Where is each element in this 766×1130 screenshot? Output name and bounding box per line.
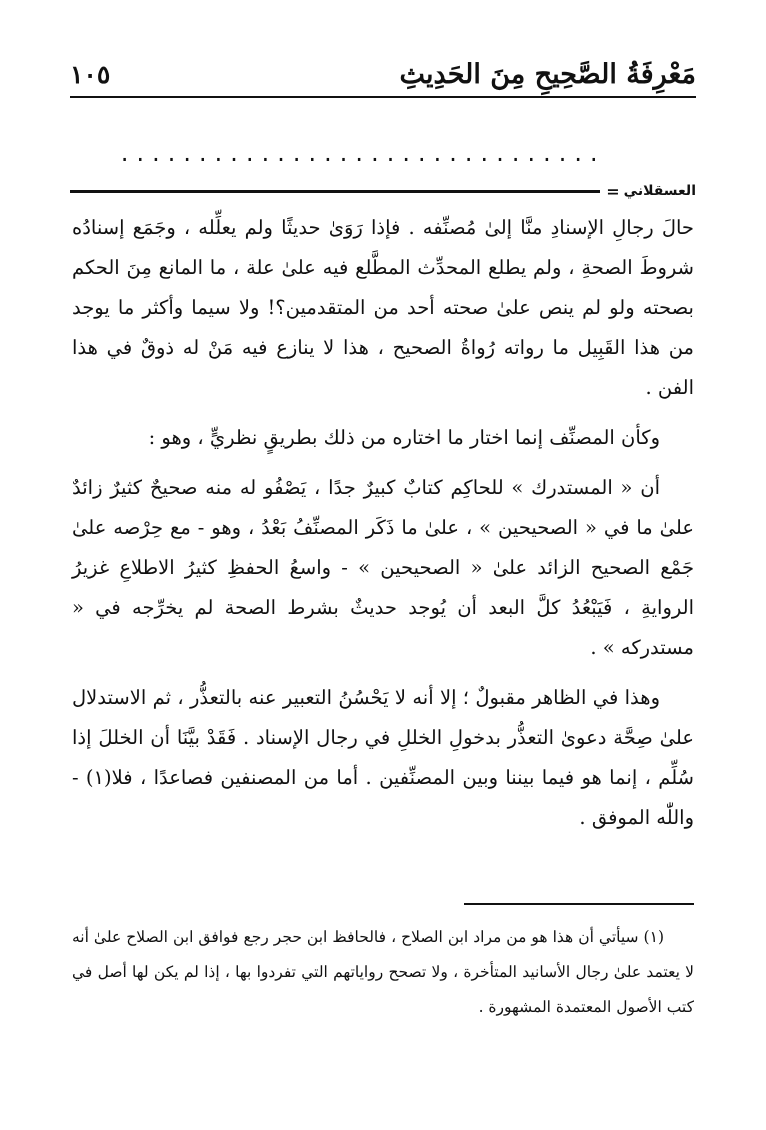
dotted-separator: ...............................	[118, 142, 604, 166]
paragraph-4: وهذا في الظاهر مقبولٌ ؛ إلا أنه لا يَحْسُنُ التعبير عنه بالتعذُّر ، ثم الاستدلال علىٰ صِحَّة دعوىٰ التعذُّر بدخولِ الخللِ في رجال الإسناد . فَقَدْ بيَّنَا أن الخللَ إذا سُلِّم ، إنما هو فيما بيننا وبين المصنِّفين . أما من المصنفين فصاعدًا ، فلا(١) - واللّٰه الموفق .	[72, 686, 694, 829]
page-number: ١٠٥	[70, 59, 111, 89]
footnote-1: (١) سيأتي أن هذا هو من مراد ابن الصلاح ، فالحافظ ابن حجر رجع فوافق ابن الصلاح علىٰ أنه لا يعتمد علىٰ رجال الأسانيد المتأخرة ، ولا تصحح رواياتهم التي تفردوا بها ، إذا لم يكن لها أصل في كتب الأصول المعتمدة المشهورة .	[72, 928, 694, 1016]
paragraph-3: أن « المستدرك » للحاكِم كتابٌ كبيرٌ جدًا ، يَصْفُو له منه صحيحٌ كثيرٌ زائدٌ علىٰ ما في « الصحيحين » ، علىٰ ما ذَكَر المصنِّفُ بَعْدُ ، وهو - مع حِرْصه علىٰ جَمْع الصحيح الزائد علىٰ « الصحيحين » - واسعُ الحفظِ كثيرُ الاطلاعِ غزيرُ الروايةِ ، فَيَبْعُدُ كلَّ البعد أن يُوجد حديثٌ بشرط الصحة لم يخرِّجه في « مستدركه » .	[72, 476, 694, 659]
continuation-marker	[70, 178, 696, 204]
continuation-equals-sign: =	[606, 181, 620, 201]
footnote-rule	[464, 903, 694, 905]
paragraph-2: وكأن المصنِّف إنما اختار ما اختاره من ذلك بطريقٍ نظريٍّ ، وهو :	[148, 426, 660, 449]
running-title: مَعْرِفَةُ الصَّحِيحِ مِنَ الحَدِيثِ	[399, 58, 696, 90]
continuation-rule	[70, 190, 600, 193]
paragraph-1: حالَ رجالِ الإسنادِ منَّا إلىٰ مُصنِّفه . فإذا رَوَىٰ حديثًا ولم يعلِّله ، وجَمَع إسنادُه شروطَ الصحةِ ، ولم يطلع المحدِّث المطَّلع فيه علىٰ علة ، ما المانع مِنَ الحكم بصحته ولو لم ينص علىٰ صحته أحد من المتقدمين؟! ولا سيما وأكثر ما يوجد من هذا القَبِيل ما رواته رُواةُ الصحيح ، هذا لا ينازع فيه مَنْ له ذوقٌ في هذا الفن .	[72, 216, 694, 399]
page-header	[70, 52, 696, 98]
continuation-source-name: العسقلاني	[623, 183, 696, 199]
main-text	[72, 208, 694, 838]
